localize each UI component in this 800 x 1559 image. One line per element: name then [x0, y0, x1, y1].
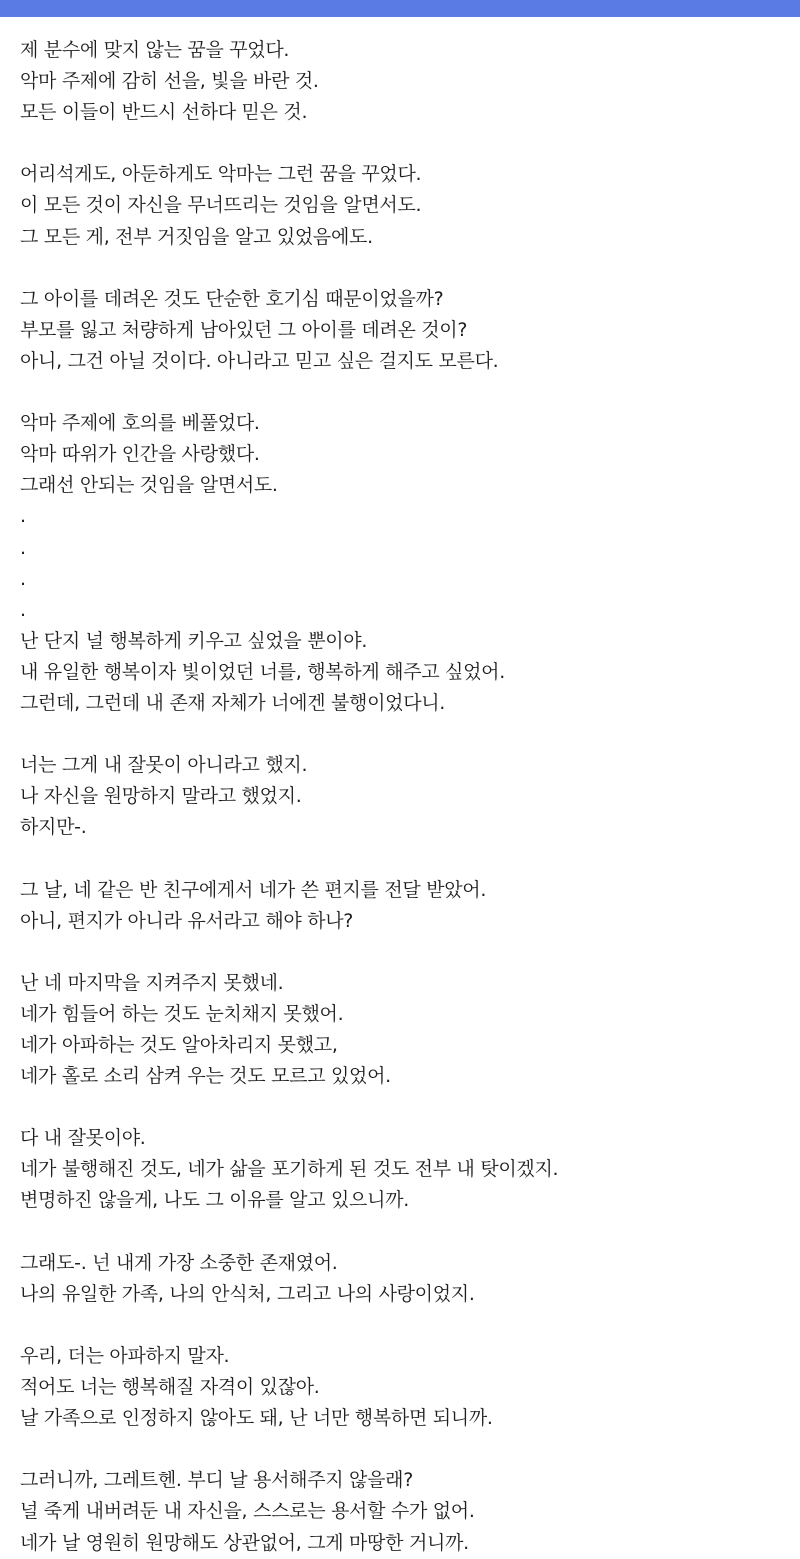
blank-line	[20, 1310, 780, 1341]
text-line: 적어도 너는 행복해질 자격이 있잖아.	[20, 1376, 320, 1399]
text-line: 그래도-. 넌 내게 가장 소중한 존재였어.	[20, 1251, 338, 1274]
blank-line	[20, 128, 780, 159]
blank-line	[20, 253, 780, 284]
dot-line: .	[20, 536, 26, 559]
text-line: 하지만-.	[20, 816, 87, 839]
blank-line	[20, 937, 780, 968]
text-line: 나의 유일한 가족, 나의 안식처, 그리고 나의 사랑이었지.	[20, 1282, 475, 1305]
blank-line	[20, 719, 780, 750]
text-line: 악마 주제에 감히 선을, 빛을 바란 것.	[20, 70, 319, 93]
text-line: 다 내 잘못이야.	[20, 1127, 146, 1150]
text-line: 날 가족으로 인정하지 않아도 돼, 난 너만 행복하면 되니까.	[20, 1407, 493, 1430]
text-line: 그 아이를 데려온 것도 단순한 호기심 때문이었을까?	[20, 287, 444, 310]
text-line: 아니, 편지가 아니라 유서라고 해야 하나?	[20, 909, 354, 932]
text-line: 부모를 잃고 처량하게 남아있던 그 아이를 데려온 것이?	[20, 318, 468, 341]
text-line: 네가 불행해진 것도, 네가 삶을 포기하게 된 것도 전부 내 탓이겠지.	[20, 1158, 559, 1181]
blank-line	[20, 843, 780, 874]
blank-line	[20, 1092, 780, 1123]
dot-line: .	[20, 567, 26, 590]
blank-line	[20, 1434, 780, 1465]
text-line: 그런데, 그런데 내 존재 자체가 너에겐 불행이었다니.	[20, 691, 446, 714]
text-line: 모든 이들이 반드시 선하다 믿은 것.	[20, 101, 308, 124]
text-line: 악마 따위가 인간을 사랑했다.	[20, 443, 260, 466]
text-line: 너는 그게 내 잘못이 아니라고 했지.	[20, 754, 308, 777]
text-line: 네가 아파하는 것도 알아차리지 못했고,	[20, 1034, 338, 1056]
text-line: 널 죽게 내버려둔 내 자신을, 스스로는 용서할 수가 없어.	[20, 1500, 475, 1523]
text-body	[20, 35, 780, 1559]
text-line: 네가 힘들어 하는 것도 눈치채지 못했어.	[20, 1002, 344, 1025]
text-line: 난 네 마지막을 지켜주지 못했네.	[20, 971, 284, 994]
text-line: 그 날, 네 같은 반 친구에게서 네가 쓴 편지를 전달 받았어.	[20, 878, 487, 901]
text-line: 이 모든 것이 자신을 무너뜨리는 것임을 알면서도.	[20, 194, 422, 217]
text-line: 난 단지 널 행복하게 키우고 싶었을 뿐이야.	[20, 629, 368, 652]
top-bar	[0, 0, 800, 17]
text-line: 그 모든 게, 전부 거짓임을 알고 있었음에도.	[20, 225, 373, 248]
text-line: 그러니까, 그레트헨. 부디 날 용서해주지 않을래?	[20, 1469, 413, 1492]
text-line: 네가 홀로 소리 삼켜 우는 것도 모르고 있었어.	[20, 1065, 391, 1088]
blank-line	[20, 377, 780, 408]
dot-line: .	[20, 598, 26, 621]
text-line: 우리, 더는 아파하지 말자.	[20, 1344, 230, 1367]
text-line: 내 유일한 행복이자 빛이었던 너를, 행복하게 해주고 싶었어.	[20, 660, 505, 683]
text-line: 네가 날 영원히 원망해도 상관없어, 그게 마땅한 거니까.	[20, 1531, 469, 1554]
dot-line: .	[20, 505, 26, 528]
text-line: 나 자신을 원망하지 말라고 했었지.	[20, 785, 302, 808]
text-line: 그래선 안되는 것임을 알면서도.	[20, 474, 278, 497]
text-line: 어리석게도, 아둔하게도 악마는 그런 꿈을 꾸었다.	[20, 163, 422, 186]
blank-line	[20, 1217, 780, 1248]
text-line: 제 분수에 맞지 않는 꿈을 꾸었다.	[20, 39, 290, 61]
text-line: 아니, 그건 아닐 것이다. 아니라고 믿고 싶은 걸지도 모른다.	[20, 349, 499, 372]
text-line: 변명하진 않을게, 나도 그 이유를 알고 있으니까.	[20, 1189, 409, 1212]
text-line: 악마 주제에 호의를 베풀었다.	[20, 412, 260, 435]
